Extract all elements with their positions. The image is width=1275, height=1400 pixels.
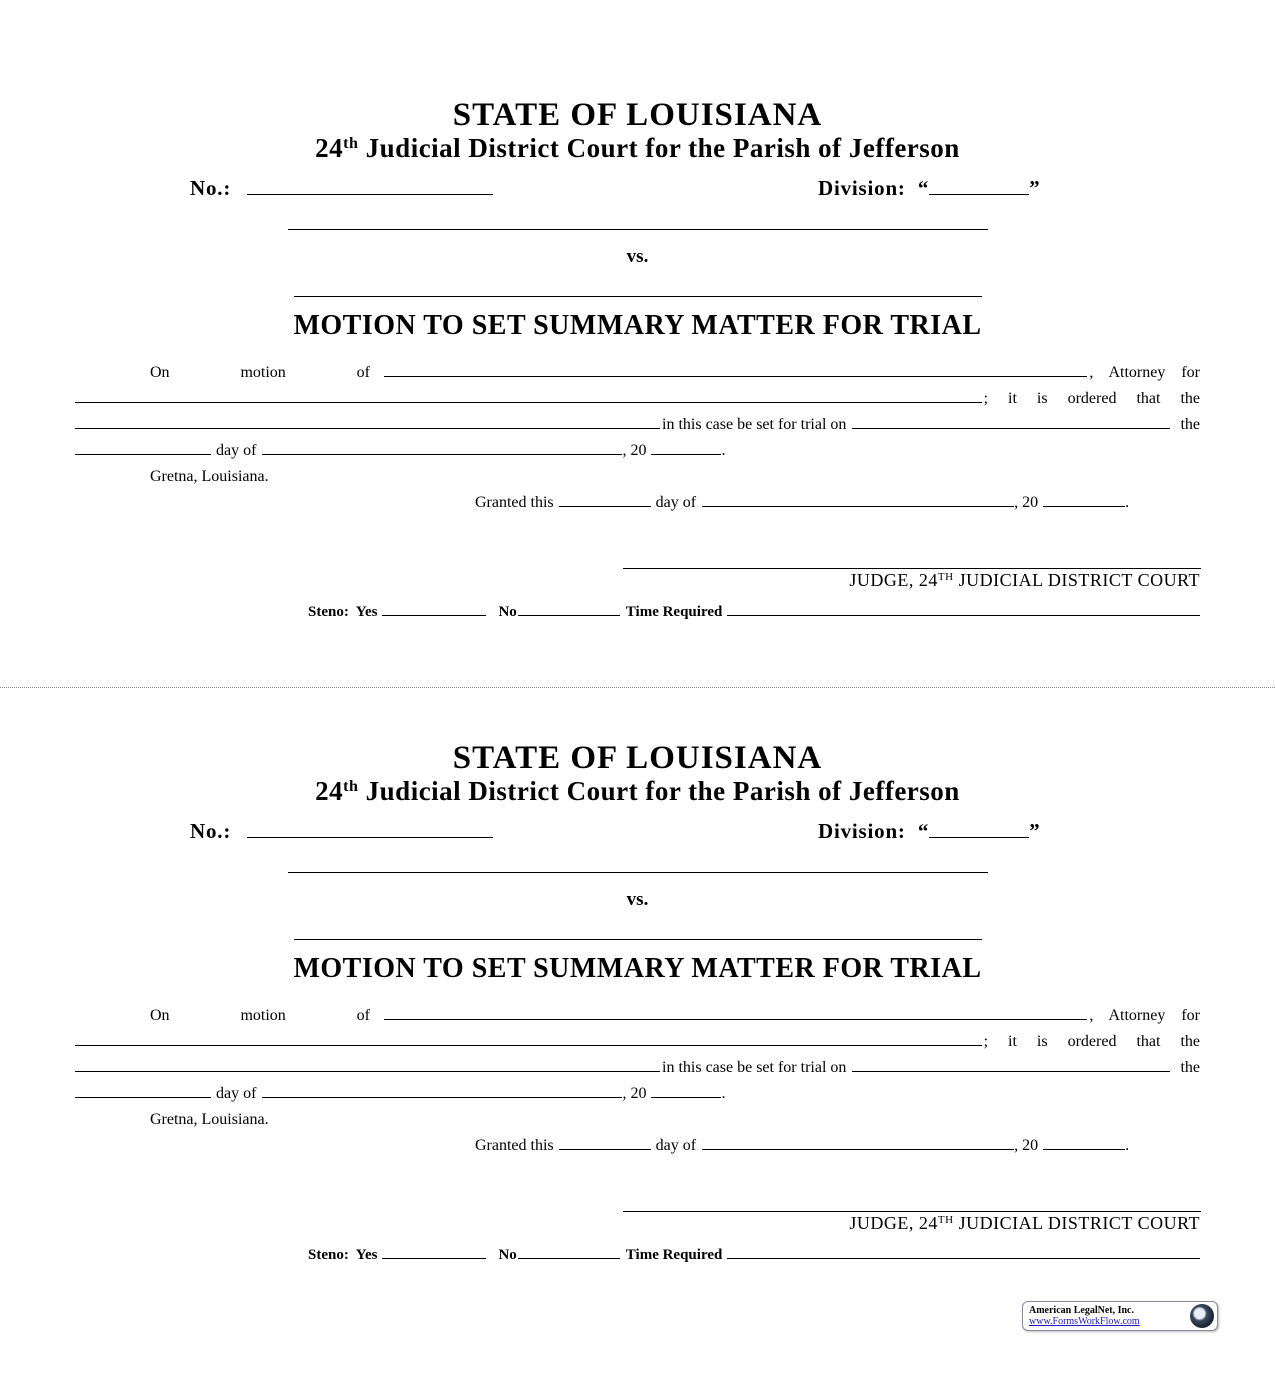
time-required-label: Time Required [625,604,723,620]
word-the: the [1180,1059,1200,1076]
trial-day-field[interactable] [75,1085,211,1098]
party-field[interactable] [75,1033,982,1046]
matter-field[interactable] [75,1059,660,1072]
granted-month-field[interactable] [702,1137,1014,1150]
year-prefix: , 20 [622,442,647,459]
day-of-text: day of [216,442,257,459]
granted-day-field[interactable] [559,494,651,507]
steno-no-label: No [498,604,517,620]
defendant-field[interactable] [294,296,982,297]
plaintiff-field[interactable] [288,872,988,873]
plaintiff-field[interactable] [288,229,988,230]
granted-line [75,1137,1200,1155]
steno-no-label: No [498,1247,517,1263]
location-text: Gretna, Louisiana. [150,1111,269,1128]
quote-open: “ [917,176,930,200]
judge-court: JUDICIAL DISTRICT COURT [953,1213,1200,1233]
granted-this-text: Granted this [475,494,554,511]
state-heading: STATE OF LOUISIANA [452,97,823,133]
word-of: of [356,364,370,381]
division-row [818,819,1040,844]
body-line-3 [75,416,1200,434]
cut-line-divider [0,687,1275,688]
body-line-1 [75,364,1200,382]
judge-title [849,570,1200,591]
body-line-4 [75,442,1200,460]
court-heading [0,133,1275,164]
ordered-text: ; it is ordered that the [983,1033,1200,1050]
period: . [1125,1137,1130,1154]
division-field[interactable] [929,836,1029,838]
motion-title: MOTION TO SET SUMMARY MATTER FOR TRIAL [293,310,982,341]
ordinal-suffix: th [343,135,359,152]
court-ordinal: 24 [315,776,344,806]
word-motion: motion [240,364,286,381]
attorney-for-text: , Attorney for [1089,1007,1200,1024]
set-for-trial-text: in this case be set for trial on [662,1059,847,1076]
motion-title: MOTION TO SET SUMMARY MATTER FOR TRIAL [293,953,982,984]
globe-icon [1190,1304,1214,1328]
court-name: Judicial District Court for the Parish of Jefferson [358,133,960,163]
logo-company: American LegalNet, Inc. [1029,1305,1134,1316]
movant-field[interactable] [384,364,1087,377]
steno-yes-field[interactable] [382,603,486,616]
ordered-text: ; it is ordered that the [983,390,1200,407]
division-label: Division: [818,819,906,843]
period: . [721,1085,726,1102]
defendant-field[interactable] [294,939,982,940]
steno-yes-label: Steno: Yes [308,1247,378,1263]
judge-title [849,1213,1200,1234]
steno-yes-label: Steno: Yes [308,604,378,620]
granted-year-field[interactable] [1043,494,1125,507]
steno-no-field[interactable] [518,603,620,616]
quote-close: ” [1029,176,1041,200]
judge-prefix: JUDGE, 24 [849,1213,938,1233]
body-line-2 [75,1033,1200,1051]
judge-ordinal-suffix: TH [937,1214,954,1226]
court-ordinal: 24 [315,133,344,163]
body-line-5 [75,468,1200,486]
court-form [0,0,1275,690]
body-line-1 [75,1007,1200,1025]
versus-label: vs. [626,246,649,267]
quote-close: ” [1029,819,1041,843]
case-number-field[interactable] [247,193,493,195]
movant-field[interactable] [384,1007,1087,1020]
body-line-2 [75,390,1200,408]
case-number-field[interactable] [247,836,493,838]
judge-prefix: JUDGE, 24 [849,570,938,590]
case-number-label: No.: [190,819,232,843]
trial-year-field[interactable] [651,442,721,455]
word-the: the [1180,416,1200,433]
year-prefix: , 20 [622,1085,647,1102]
trial-month-field[interactable] [262,442,622,455]
period: . [1125,494,1130,511]
day-of-text: day of [655,494,697,511]
word-on: On [150,364,170,381]
body-line-5 [75,1111,1200,1129]
time-required-label: Time Required [625,1247,723,1263]
court-name: Judicial District Court for the Parish of Jefferson [358,776,960,806]
attorney-for-text: , Attorney for [1089,364,1200,381]
court-heading [0,776,1275,807]
location-text: Gretna, Louisiana. [150,468,269,485]
division-label: Division: [818,176,906,200]
steno-no-field[interactable] [518,1246,620,1259]
american-legalnet-logo[interactable] [1022,1301,1218,1331]
steno-yes-field[interactable] [382,1246,486,1259]
body-line-3 [75,1059,1200,1077]
granted-month-field[interactable] [702,494,1014,507]
time-required-field[interactable] [727,603,1200,616]
period: . [721,442,726,459]
ordinal-suffix: th [343,778,359,795]
party-field[interactable] [75,390,982,403]
set-for-trial-text: in this case be set for trial on [662,416,847,433]
word-of: of [356,1007,370,1024]
granted-line [75,494,1200,512]
steno-row [308,1246,1200,1264]
trial-day-field[interactable] [75,442,211,455]
judge-signature-field[interactable] [623,568,1201,569]
judge-ordinal-suffix: TH [937,571,954,583]
word-motion: motion [240,1007,286,1024]
trial-month-field[interactable] [262,1085,622,1098]
trial-date-field[interactable] [852,416,1170,429]
matter-field[interactable] [75,416,660,429]
day-of-text: day of [216,1085,257,1102]
state-heading: STATE OF LOUISIANA [452,740,823,776]
court-form [0,643,1275,1333]
granted-year-field[interactable] [1043,1137,1125,1150]
case-number-label: No.: [190,176,232,200]
word-on: On [150,1007,170,1024]
time-required-field[interactable] [727,1246,1200,1259]
division-row [818,176,1040,201]
division-field[interactable] [929,193,1029,195]
trial-year-field[interactable] [651,1085,721,1098]
body-line-4 [75,1085,1200,1103]
case-number-row [190,176,493,201]
judge-signature-field[interactable] [623,1211,1201,1212]
quote-open: “ [917,819,930,843]
versus-label: vs. [626,889,649,910]
year-prefix: , 20 [1014,1137,1039,1154]
case-number-row [190,819,493,844]
granted-this-text: Granted this [475,1137,554,1154]
granted-day-field[interactable] [559,1137,651,1150]
judge-court: JUDICIAL DISTRICT COURT [953,570,1200,590]
day-of-text: day of [655,1137,697,1154]
steno-row [308,603,1200,621]
year-prefix: , 20 [1014,494,1039,511]
logo-url-link[interactable]: www.FormsWorkFlow.com [1029,1316,1140,1327]
trial-date-field[interactable] [852,1059,1170,1072]
